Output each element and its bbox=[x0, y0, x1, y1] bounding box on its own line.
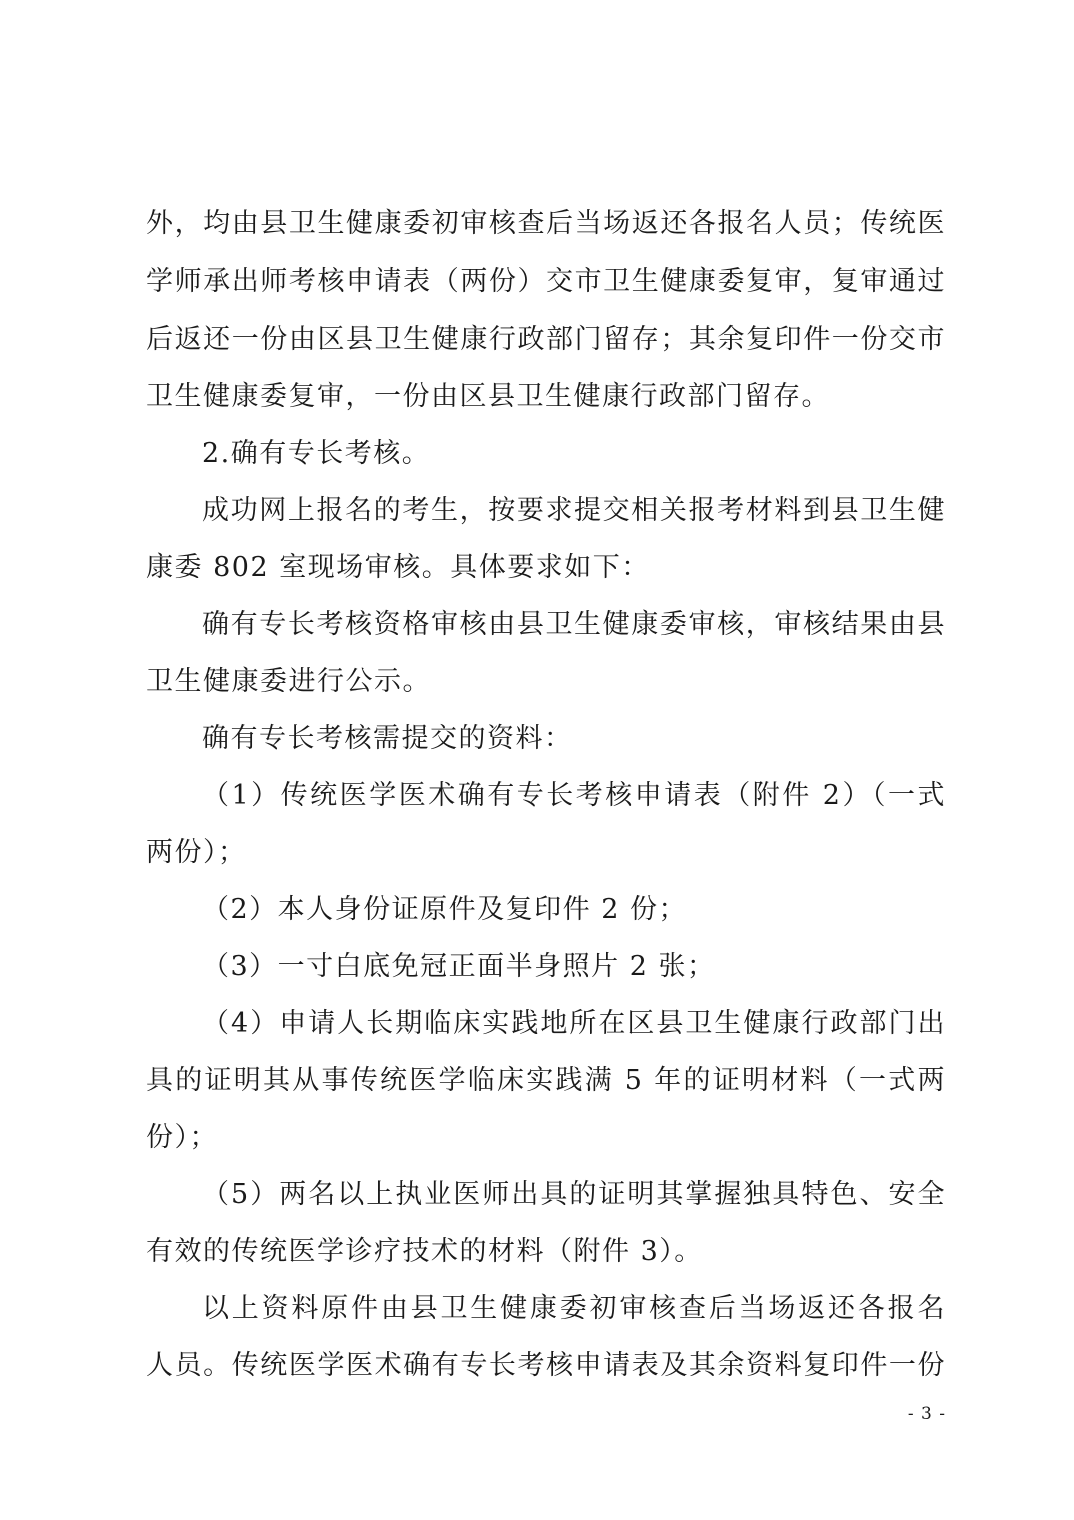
text-line: 人员。传统医学医术确有专长考核申请表及其余资料复印件一份 bbox=[146, 1350, 946, 1381]
text-line: 成功网上报名的考生，按要求提交相关报考材料到县卫生健 bbox=[202, 495, 946, 526]
text-line: 学师承出师考核申请表（两份）交市卫生健康委复审，复审通过 bbox=[146, 266, 946, 297]
section-heading: 2.确有专长考核。 bbox=[202, 438, 431, 469]
text-line: 份）； bbox=[146, 1122, 218, 1153]
list-item: （4）申请人长期临床实践地所在区县卫生健康行政部门出 bbox=[202, 1008, 946, 1039]
text-line: 两份）； bbox=[146, 837, 247, 868]
list-item: （1）传统医学医术确有专长考核申请表（附件 2）（一式 bbox=[202, 780, 946, 811]
text-line: 后返还一份由区县卫生健康行政部门留存；其余复印件一份交市 bbox=[146, 324, 946, 355]
text-line: 有效的传统医学诊疗技术的材料（附件 3）。 bbox=[146, 1236, 703, 1267]
text-line: 具的证明其从事传统医学临床实践满 5 年的证明材料（一式两 bbox=[146, 1065, 946, 1096]
text-line: 确有专长考核需提交的资料： bbox=[202, 723, 573, 754]
text-line: 卫生健康委复审，一份由区县卫生健康行政部门留存。 bbox=[146, 381, 830, 412]
list-item: （3）一寸白底免冠正面半身照片 2 张； bbox=[202, 951, 716, 982]
list-item: （2）本人身份证原件及复印件 2 份； bbox=[202, 894, 688, 925]
page-number: - 3 - bbox=[907, 1404, 946, 1424]
text-line: 外，均由县卫生健康委初审核查后当场返还各报名人员；传统医 bbox=[146, 208, 946, 239]
text-line: 康委 802 室现场审核。具体要求如下： bbox=[146, 552, 650, 583]
text-line: 卫生健康委进行公示。 bbox=[146, 666, 431, 697]
text-line: 以上资料原件由县卫生健康委初审核查后当场返还各报名 bbox=[202, 1293, 946, 1324]
text-line: 确有专长考核资格审核由县卫生健康委审核，审核结果由县 bbox=[202, 609, 946, 640]
list-item: （5）两名以上执业医师出具的证明其掌握独具特色、安全 bbox=[202, 1179, 946, 1210]
